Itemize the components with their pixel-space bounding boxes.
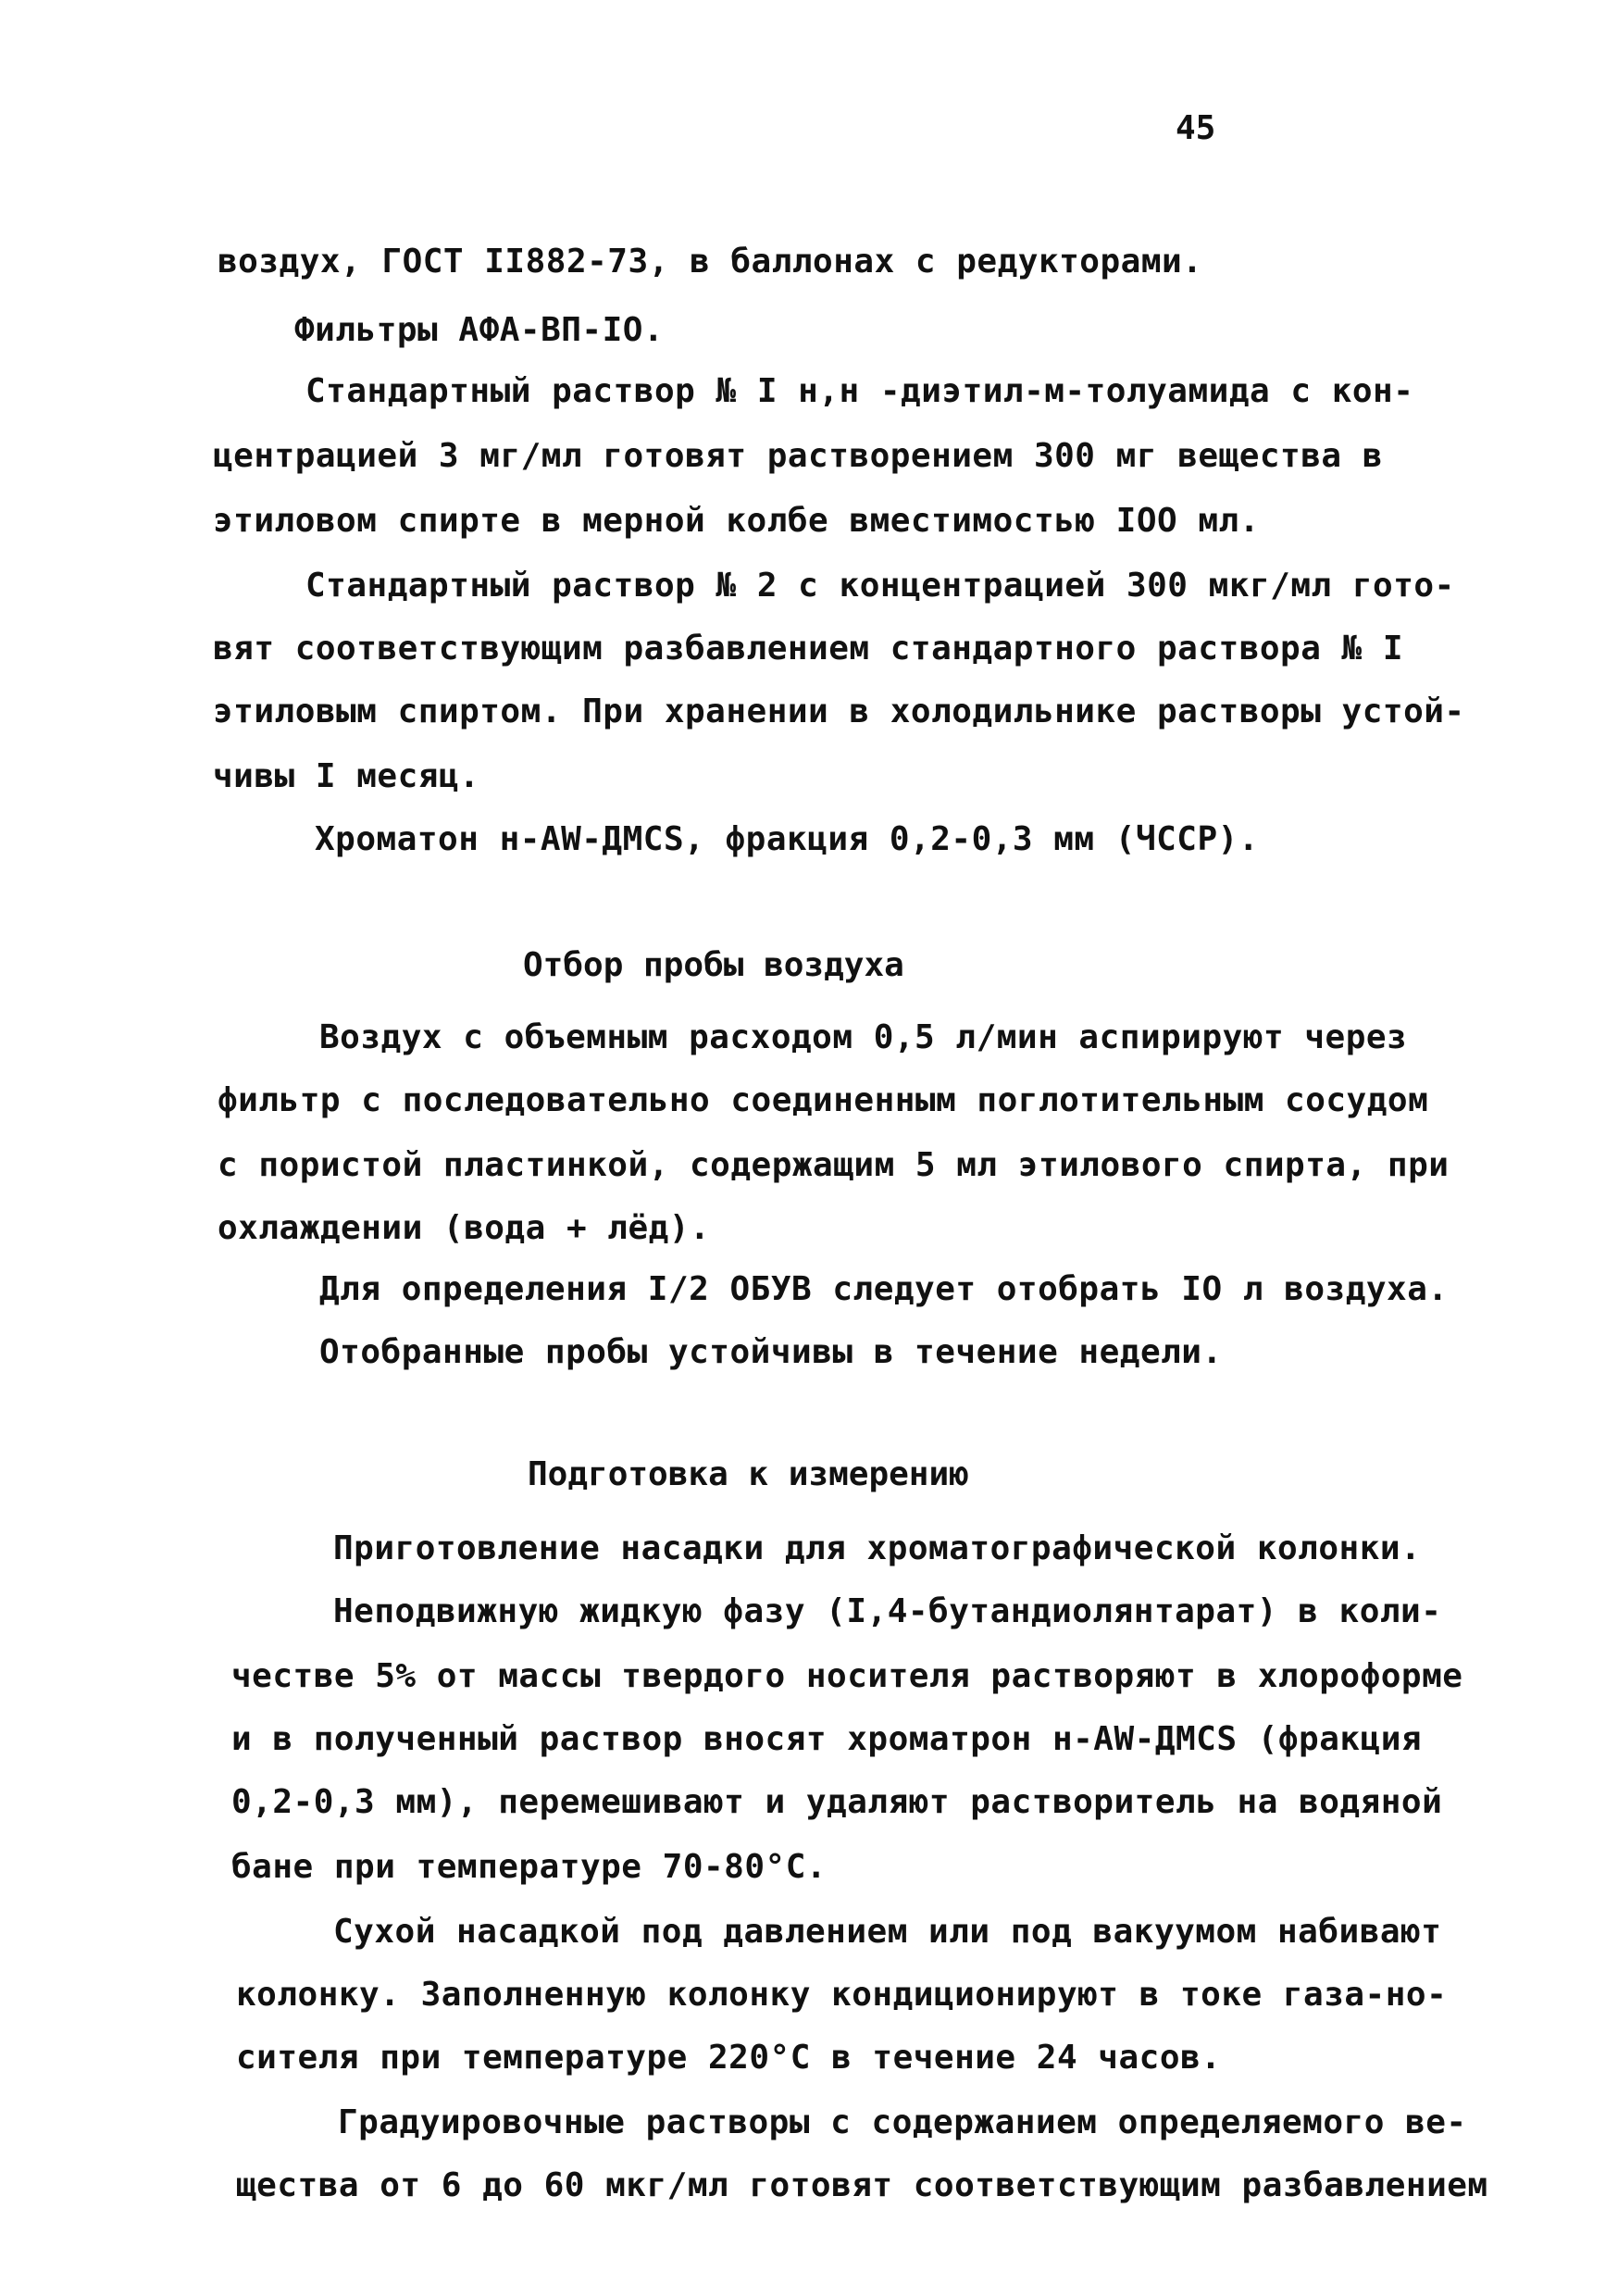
text-line: Градуировочные растворы с содержанием определяемого ве- (338, 2103, 1467, 2141)
text-line: чивы I месяц. (213, 757, 480, 795)
text-line: Для определения I/2 ОБУВ следует отобрать IO л воздуха. (319, 1270, 1449, 1308)
text-line: и в полученный раствор вносят хроматрон н-AW-ДМСS (фракция (231, 1720, 1423, 1758)
text-line: Сухой насадкой под давлением или под вакуумом набивают (333, 1913, 1442, 1951)
section-heading-preparation: Подготовка к измерению (528, 1455, 969, 1493)
text-line: щества от 6 до 60 мкг/мл готовят соответствующим разбавлением (236, 2166, 1488, 2204)
text-line: сителя при температуре 220°С в течение 24 часов. (236, 2039, 1222, 2077)
text-line: честве 5% от массы твердого носителя растворяют в хлороформе (231, 1657, 1463, 1695)
text-line: Воздух с объемным расходом 0,5 л/мин аспирируют через (319, 1018, 1408, 1056)
text-line: Неподвижную жидкую фазу (I,4-бутандиолянтарат) в коли- (333, 1592, 1442, 1630)
text-line: воздух, ГОСТ II882-73, в баллонах с редукторами. (218, 243, 1203, 281)
text-line: 0,2-0,3 мм), перемешивают и удаляют растворитель на водяной (231, 1783, 1443, 1821)
text-line: колонку. Заполненную колонку кондиционируют в токе газа-но- (236, 1976, 1448, 2014)
section-heading-sampling: Отбор пробы воздуха (523, 946, 904, 984)
text-line: Хроматон н-AW-ДМСS, фракция 0,2-0,3 мм (ЧССР). (315, 820, 1259, 858)
text-line: охлаждении (вода + лёд). (218, 1209, 711, 1247)
text-line: центрацией 3 мг/мл готовят растворением 300 мг вещества в (213, 437, 1383, 475)
text-line: бане при температуре 70-80°С. (231, 1848, 828, 1886)
text-line: Отобранные пробы устойчивы в течение недели. (319, 1333, 1223, 1371)
text-line: Фильтры АФА-ВП-IO. (294, 311, 665, 349)
text-line: фильтр с последовательно соединенным поглотительным сосудом (218, 1081, 1429, 1119)
text-line: Стандартный раствор № I н,н -диэтил-м-толуамида с кон- (305, 372, 1414, 410)
text-line: Приготовление насадки для хроматографической колонки. (333, 1529, 1422, 1567)
text-line: этиловом спирте в мерной колбе вместимостью IOO мл. (213, 502, 1260, 540)
text-line: этиловым спиртом. При хранении в холодильнике растворы устой- (213, 693, 1465, 730)
text-line: с пористой пластинкой, содержащим 5 мл этилового спирта, при (218, 1146, 1450, 1184)
page-number: 45 (1176, 109, 1216, 147)
text-line: вят соответствующим разбавлением стандартного раствора № I (213, 630, 1404, 668)
text-line: Стандартный раствор № 2 с концентрацией 300 мкг/мл гото- (305, 567, 1455, 605)
